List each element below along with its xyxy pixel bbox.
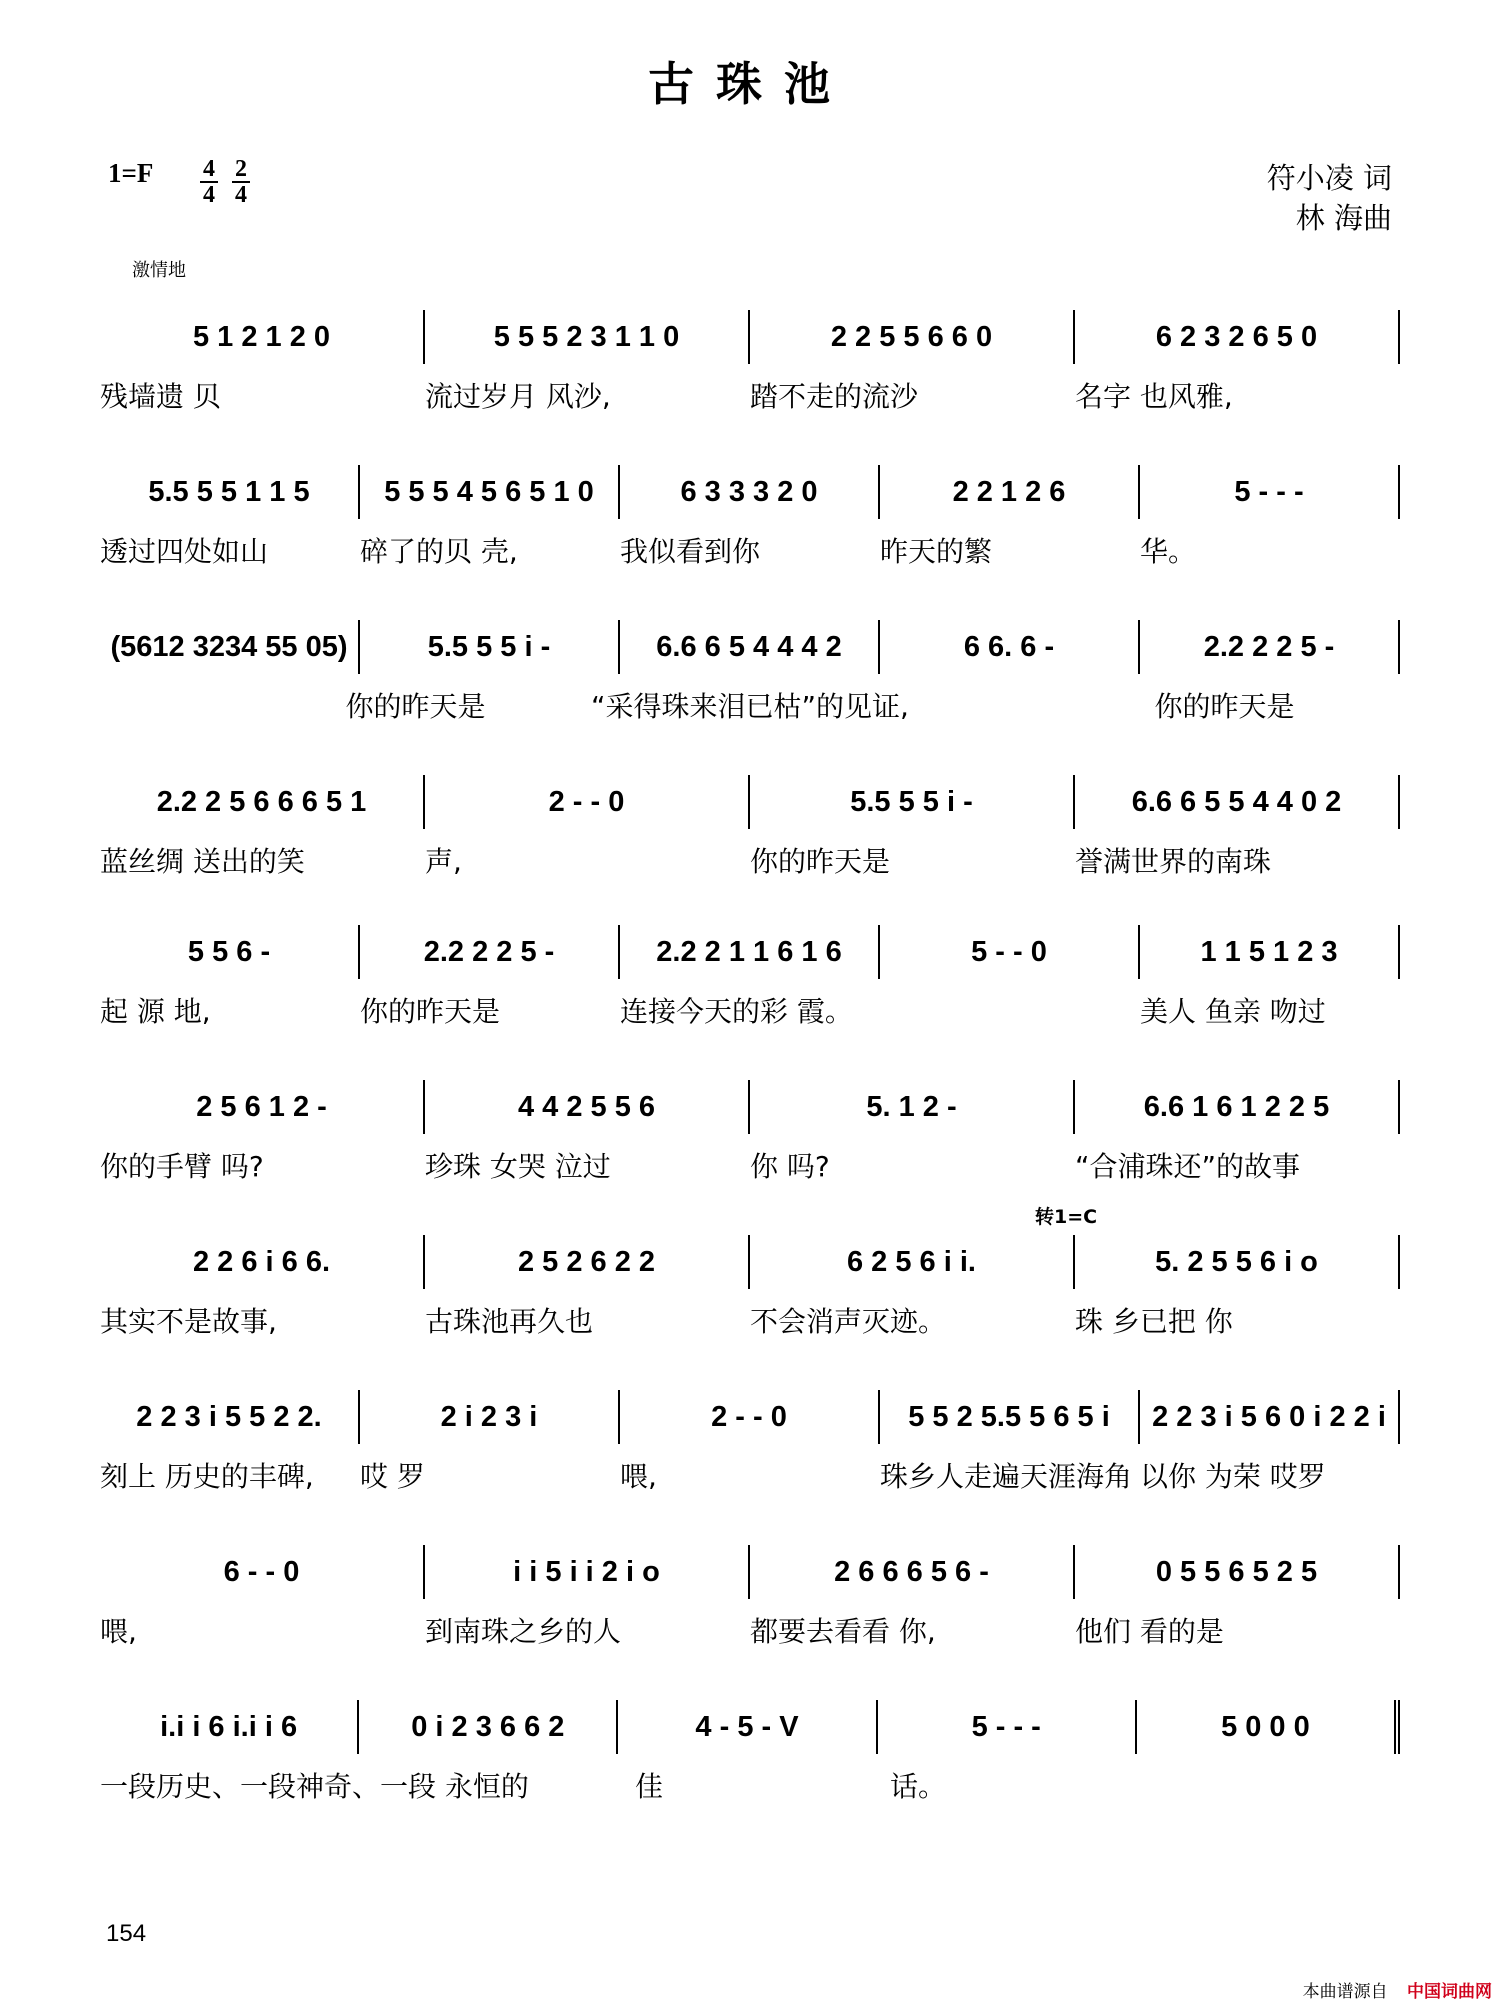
measure: 5.5 5 5 i -	[360, 620, 620, 674]
watermark-site: 中国词曲网	[1407, 1982, 1492, 2002]
key-signature: 1=F	[108, 158, 154, 188]
measure: 5.5 5 5 1 1 5	[100, 465, 360, 519]
time-num: 4	[203, 156, 215, 182]
notes-row	[100, 1232, 1400, 1292]
source-watermark	[1303, 1977, 1492, 2002]
lyric-text: 古珠池再久也	[425, 1305, 594, 1338]
notes-row	[100, 1077, 1400, 1137]
notes-row	[100, 1542, 1400, 1602]
credits	[1267, 158, 1392, 238]
lyric-text: 哎 罗	[360, 1460, 425, 1493]
measure: 2 2 3 i 5 5 2 2.	[100, 1390, 360, 1444]
lyric-text: 一段 永恒的	[380, 1770, 529, 1803]
lyrics-row	[100, 840, 1400, 880]
lyric-text: 美人 鱼亲 吻过	[1140, 995, 1326, 1028]
measure: 6 3 3 3 2 0	[620, 465, 880, 519]
lyric-text: 华。	[1140, 535, 1197, 568]
lyric-text: 珠乡人走遍天涯海角	[880, 1460, 1133, 1493]
lyric-text: 其实不是故事,	[100, 1305, 277, 1338]
modulation-marking: 转1=C	[1035, 1206, 1098, 1228]
measure: 6.6 6 5 4 4 4 2	[620, 620, 880, 674]
measure: (5612 3234 55 05)	[100, 620, 360, 674]
lyrics-row	[100, 1455, 1400, 1495]
lyric-text: 蓝丝绸 送出的笑	[100, 845, 305, 878]
lyric-text: 一段历史、一段神奇、	[100, 1770, 381, 1803]
lyric-text: 誉满世界的南珠	[1075, 845, 1272, 878]
measure: 2 2 5 5 6 6 0	[750, 310, 1075, 364]
score-system	[100, 285, 1400, 415]
lyric-text: 残墙遗 贝	[100, 380, 221, 413]
measure: 2.2 2 1 1 6 1 6	[620, 925, 880, 979]
lyric-text: “合浦珠还”的故事	[1075, 1150, 1301, 1183]
lyrics-row	[100, 1145, 1400, 1185]
measure: 5.5 5 5 i -	[750, 775, 1075, 829]
measure: 5 0 0 0	[1137, 1700, 1400, 1754]
score-system	[100, 1365, 1400, 1495]
lyric-text: 声,	[425, 845, 462, 878]
lyric-text: 起 源 地,	[100, 995, 211, 1028]
song-title: 古珠池	[648, 57, 852, 111]
score-system	[100, 1055, 1400, 1185]
lyric-text: 我似看到你	[620, 535, 761, 568]
score-system	[100, 1520, 1400, 1650]
lyrics-row	[100, 990, 1400, 1030]
measure: 6 - - 0	[100, 1545, 425, 1599]
lyrics-row	[100, 1300, 1400, 1340]
time-num: 2	[235, 156, 247, 182]
watermark-label: 本曲谱源自	[1302, 1982, 1388, 2002]
lyric-text: 你的手臂 吗?	[100, 1150, 264, 1183]
lyric-text: 喂,	[620, 1460, 657, 1493]
measure: 5 - - 0	[880, 925, 1140, 979]
time-signature	[232, 158, 250, 206]
lyric-text: 流过岁月 风沙,	[425, 380, 611, 413]
lyric-text: 连接今天的彩 霞。	[620, 995, 853, 1028]
measure: 5 5 5 2 3 1 1 0	[425, 310, 750, 364]
measure: 2 2 3 i 5 6 0 i 2 2 i	[1140, 1390, 1400, 1444]
measure: 5 5 2 5.5 5 6 5 i	[880, 1390, 1140, 1444]
score-system	[100, 1675, 1400, 1805]
measure: 6 6. 6 -	[880, 620, 1140, 674]
measure: 2 - - 0	[620, 1390, 880, 1444]
measure: 2 5 6 1 2 -	[100, 1080, 425, 1134]
lyrics-row	[100, 530, 1400, 570]
notes-row	[100, 772, 1400, 832]
time-signatures	[200, 158, 250, 206]
lyricist: 符小凌 词	[1266, 161, 1392, 195]
lyric-text: 不会消声灭迹。	[750, 1305, 947, 1338]
notes-row	[100, 462, 1400, 522]
measure: 2 2 6 i 6 6.	[100, 1235, 425, 1289]
lyric-text: 刻上 历史的丰碑,	[100, 1460, 314, 1493]
measure: 6 2 5 6 i i.	[750, 1235, 1075, 1289]
measure: 2 i 2 3 i	[360, 1390, 620, 1444]
lyrics-row	[100, 375, 1400, 415]
lyric-text: 话。	[890, 1770, 947, 1803]
lyric-text: 踏不走的流沙	[750, 380, 919, 413]
lyrics-row	[100, 1610, 1400, 1650]
lyric-text: 你的昨天是	[1154, 690, 1295, 723]
lyric-text: 以你 为荣 哎罗	[1140, 1460, 1326, 1493]
measure: 5 5 5 4 5 6 5 1 0	[360, 465, 620, 519]
lyric-text: 名字 也风雅,	[1075, 380, 1233, 413]
lyric-text: 碎了的贝 壳,	[360, 535, 518, 568]
lyric-text: 喂,	[100, 1615, 137, 1648]
measure: 2 5 2 6 2 2	[425, 1235, 750, 1289]
page-number: 154	[106, 1920, 147, 1947]
lyric-text: 都要去看看 你,	[750, 1615, 936, 1648]
measure: 5 - - -	[1140, 465, 1400, 519]
lyric-text: 你的昨天是	[345, 690, 486, 723]
lyric-text: 你的昨天是	[750, 845, 891, 878]
measure: 2 - - 0	[425, 775, 750, 829]
composer: 林 海曲	[1295, 201, 1392, 235]
lyric-text	[100, 685, 346, 725]
lyric-text: 珠 乡已把 你	[1075, 1305, 1233, 1338]
measure: 2 6 6 6 5 6 -	[750, 1545, 1075, 1599]
notes-row	[100, 617, 1400, 677]
lyric-text	[909, 685, 1155, 725]
notes-row	[100, 1387, 1400, 1447]
lyric-text: 你 吗?	[750, 1150, 830, 1183]
lyric-text: “采得珠来泪已枯”的见证,	[591, 690, 909, 723]
lyric-text: 你的昨天是	[360, 995, 501, 1028]
lyric-text: 昨天的繁	[880, 535, 993, 568]
measure: 5. 1 2 -	[750, 1080, 1075, 1134]
lyric-text: 他们 看的是	[1075, 1615, 1224, 1648]
measure: 4 4 2 5 5 6	[425, 1080, 750, 1134]
measure: 2.2 2 2 5 -	[1140, 620, 1400, 674]
lyric-text: 佳	[635, 1770, 664, 1803]
measure: 5 1 2 1 2 0	[100, 310, 425, 364]
notes-row	[100, 307, 1400, 367]
tempo-marking: 激情地	[132, 260, 186, 281]
score-system	[100, 440, 1400, 570]
measure: 2.2 2 2 5 -	[360, 925, 620, 979]
measure: 5 - - -	[878, 1700, 1137, 1754]
measure: 5. 2 5 5 6 i o	[1075, 1235, 1400, 1289]
measure: 0 5 5 6 5 2 5	[1075, 1545, 1400, 1599]
lyric-text: 透过四处如山	[100, 535, 269, 568]
lyric-text: 珍珠 女哭 泣过	[425, 1150, 611, 1183]
notes-row	[100, 1697, 1400, 1757]
measure: 2 2 1 2 6	[880, 465, 1140, 519]
measure: i i 5 i i 2 i o	[425, 1545, 750, 1599]
lyric-text: 到南珠之乡的人	[425, 1615, 622, 1648]
lyric-text	[880, 990, 1140, 1030]
measure: 0 i 2 3 6 6 2	[359, 1700, 618, 1754]
measure: 6.6 6 5 5 4 4 0 2	[1075, 775, 1400, 829]
measure: 6 2 3 2 6 5 0	[1075, 310, 1400, 364]
time-den: 4	[203, 182, 215, 208]
score-system	[100, 900, 1400, 1030]
score-system	[100, 1206, 1400, 1340]
notes-row	[100, 922, 1400, 982]
time-den: 4	[235, 182, 247, 208]
measure: 4 - 5 - V	[618, 1700, 877, 1754]
lyrics-row	[100, 1765, 1400, 1805]
measure: 1 1 5 1 2 3	[1140, 925, 1400, 979]
measure: 5 5 6 -	[100, 925, 360, 979]
score-system	[100, 750, 1400, 880]
lyrics-row	[100, 685, 1400, 725]
measure: 2.2 2 5 6 6 6 5 1	[100, 775, 425, 829]
score-system	[100, 595, 1400, 725]
measure: 6.6 1 6 1 2 2 5	[1075, 1080, 1400, 1134]
lyric-text	[1145, 1765, 1400, 1805]
time-signature	[200, 158, 218, 206]
measure: i.i i 6 i.i i 6	[100, 1700, 359, 1754]
